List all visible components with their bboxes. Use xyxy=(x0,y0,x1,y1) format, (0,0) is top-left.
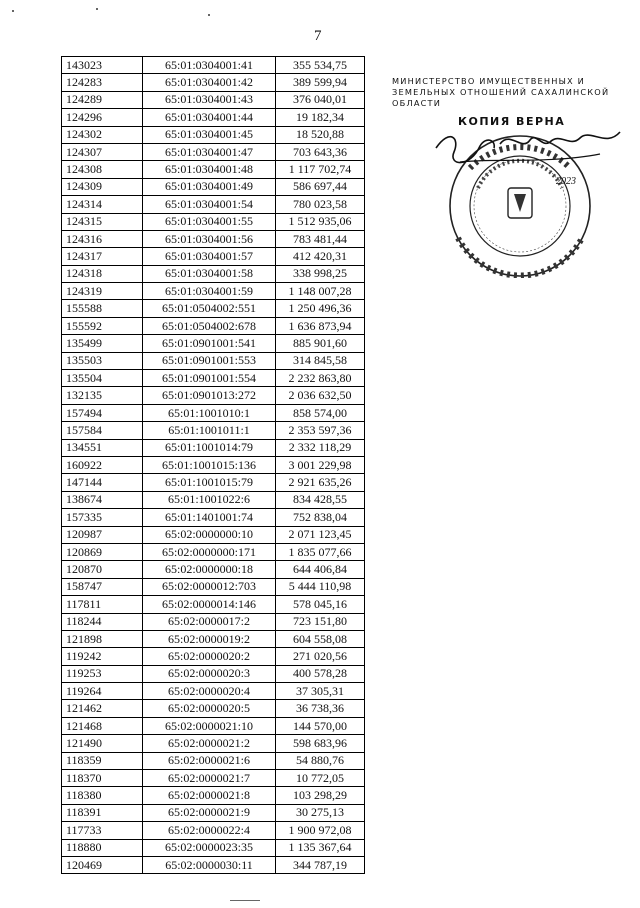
row-id-cell: 157494 xyxy=(62,404,143,421)
table-row xyxy=(62,143,365,160)
table-row xyxy=(62,613,365,630)
row-id-cell: 118370 xyxy=(62,770,143,787)
row-id-cell: 132135 xyxy=(62,387,143,404)
table-row xyxy=(62,665,365,682)
cadastral-number-cell: 65:02:0000020:3 xyxy=(143,665,276,682)
table-row xyxy=(62,474,365,491)
table-row xyxy=(62,352,365,369)
cadastral-value-cell: 376 040,01 xyxy=(276,91,365,108)
row-id-cell: 155588 xyxy=(62,300,143,317)
row-id-cell: 124309 xyxy=(62,178,143,195)
cadastral-number-cell: 65:01:0901001:541 xyxy=(143,335,276,352)
row-id-cell: 119242 xyxy=(62,648,143,665)
cadastral-value-cell: 10 772,05 xyxy=(276,770,365,787)
table-row xyxy=(62,700,365,717)
table-row xyxy=(62,717,365,734)
table-row xyxy=(62,74,365,91)
cadastral-value-cell: 37 305,31 xyxy=(276,683,365,700)
scan-speck xyxy=(208,14,210,16)
cadastral-value-cell: 30 275,13 xyxy=(276,804,365,821)
cadastral-value-cell: 103 298,29 xyxy=(276,787,365,804)
copy-true-label: КОПИЯ ВЕРНА xyxy=(458,115,566,128)
table-row xyxy=(62,283,365,300)
table-body xyxy=(62,57,365,874)
cadastral-number-cell: 65:02:0000012:703 xyxy=(143,578,276,595)
row-id-cell: 135504 xyxy=(62,370,143,387)
cadastral-value-cell: 2 353 597,36 xyxy=(276,422,365,439)
cadastral-number-cell: 65:01:1001015:136 xyxy=(143,456,276,473)
table-row xyxy=(62,91,365,108)
cadastral-value-cell: 1 835 077,66 xyxy=(276,543,365,560)
ministry-name-line-3: ОБЛАСТИ xyxy=(392,98,442,108)
cadastral-number-cell: 65:02:0000000:171 xyxy=(143,543,276,560)
cadastral-value-cell: 400 578,28 xyxy=(276,665,365,682)
row-id-cell: 120469 xyxy=(62,856,143,873)
cadastral-number-cell: 65:01:1001014:79 xyxy=(143,439,276,456)
table-row xyxy=(62,248,365,265)
scan-speck xyxy=(96,8,98,10)
cadastral-value-cell: 1 250 496,36 xyxy=(276,300,365,317)
cadastral-number-cell: 65:02:0000020:4 xyxy=(143,683,276,700)
table-row xyxy=(62,526,365,543)
cadastral-number-cell: 65:02:0000020:5 xyxy=(143,700,276,717)
table-row xyxy=(62,839,365,856)
scan-speck xyxy=(230,900,260,901)
row-id-cell: 118880 xyxy=(62,839,143,856)
cadastral-value-cell: 3 001 229,98 xyxy=(276,456,365,473)
row-id-cell: 117811 xyxy=(62,596,143,613)
cadastral-value-cell: 586 697,44 xyxy=(276,178,365,195)
table-row xyxy=(62,335,365,352)
cadastral-value-cell: 389 599,94 xyxy=(276,74,365,91)
cadastral-value-cell: 412 420,31 xyxy=(276,248,365,265)
cadastral-number-cell: 65:02:0000000:10 xyxy=(143,526,276,543)
row-id-cell: 118359 xyxy=(62,752,143,769)
table-row xyxy=(62,230,365,247)
table-row xyxy=(62,109,365,126)
ministry-name-line-1: МИНИСТЕРСТВО ИМУЩЕСТВЕННЫХ И xyxy=(392,76,585,86)
cadastral-value-cell: 5 444 110,98 xyxy=(276,578,365,595)
cadastral-number-cell: 65:01:1001015:79 xyxy=(143,474,276,491)
row-id-cell: 124307 xyxy=(62,143,143,160)
cadastral-value-cell: 18 520,88 xyxy=(276,126,365,143)
table-row xyxy=(62,561,365,578)
cadastral-number-cell: 65:01:0304001:48 xyxy=(143,161,276,178)
row-id-cell: 120987 xyxy=(62,526,143,543)
cadastral-value-cell: 1 135 367,64 xyxy=(276,839,365,856)
table-row xyxy=(62,439,365,456)
table-row xyxy=(62,491,365,508)
table-row xyxy=(62,596,365,613)
cadastral-value-cell: 1 512 935,06 xyxy=(276,213,365,230)
table-row xyxy=(62,648,365,665)
cadastral-number-cell: 65:02:0000021:7 xyxy=(143,770,276,787)
cadastral-value-cell: 2 036 632,50 xyxy=(276,387,365,404)
cadastral-number-cell: 65:01:0304001:47 xyxy=(143,143,276,160)
cadastral-number-cell: 65:01:0304001:42 xyxy=(143,74,276,91)
cadastral-number-cell: 65:01:0304001:44 xyxy=(143,109,276,126)
cadastral-value-cell: 271 020,56 xyxy=(276,648,365,665)
table-row xyxy=(62,456,365,473)
row-id-cell: 118391 xyxy=(62,804,143,821)
cadastral-value-cell: 338 998,25 xyxy=(276,265,365,282)
table-row xyxy=(62,578,365,595)
cadastral-value-cell: 578 045,16 xyxy=(276,596,365,613)
cadastral-number-cell: 65:02:0000021:2 xyxy=(143,735,276,752)
cadastral-number-cell: 65:02:0000014:146 xyxy=(143,596,276,613)
cadastral-value-cell: 355 534,75 xyxy=(276,57,365,74)
row-id-cell: 134551 xyxy=(62,439,143,456)
row-id-cell: 124318 xyxy=(62,265,143,282)
cadastral-number-cell: 65:01:1001011:1 xyxy=(143,422,276,439)
row-id-cell: 124296 xyxy=(62,109,143,126)
cadastral-number-cell: 65:02:0000021:6 xyxy=(143,752,276,769)
row-id-cell: 121490 xyxy=(62,735,143,752)
cadastral-number-cell: 65:02:0000021:8 xyxy=(143,787,276,804)
table-row xyxy=(62,422,365,439)
table-row xyxy=(62,370,365,387)
cadastral-value-cell: 752 838,04 xyxy=(276,509,365,526)
cadastral-number-cell: 65:01:0901001:554 xyxy=(143,370,276,387)
row-id-cell: 138674 xyxy=(62,491,143,508)
cadastral-number-cell: 65:01:0504002:551 xyxy=(143,300,276,317)
table-row xyxy=(62,300,365,317)
cadastral-value-cell: 2 332 118,29 xyxy=(276,439,365,456)
cadastral-number-cell: 65:02:0000022:4 xyxy=(143,822,276,839)
row-id-cell: 124289 xyxy=(62,91,143,108)
cadastral-number-cell: 65:02:0000019:2 xyxy=(143,630,276,647)
table-row xyxy=(62,387,365,404)
table-row xyxy=(62,161,365,178)
cadastral-value-cell: 144 570,00 xyxy=(276,717,365,734)
row-id-cell: 124314 xyxy=(62,196,143,213)
row-id-cell: 120869 xyxy=(62,543,143,560)
cadastral-number-cell: 65:01:0901001:553 xyxy=(143,352,276,369)
row-id-cell: 155592 xyxy=(62,317,143,334)
cadastral-number-cell: 65:01:0304001:41 xyxy=(143,57,276,74)
cadastral-number-cell: 65:01:1401001:74 xyxy=(143,509,276,526)
cadastral-number-cell: 65:02:0000023:35 xyxy=(143,839,276,856)
cadastral-number-cell: 65:02:0000021:9 xyxy=(143,804,276,821)
scan-speck xyxy=(12,10,14,12)
cadastral-value-cell: 885 901,60 xyxy=(276,335,365,352)
cadastral-value-cell: 344 787,19 xyxy=(276,856,365,873)
row-id-cell: 124315 xyxy=(62,213,143,230)
row-id-cell: 121462 xyxy=(62,700,143,717)
cadastral-number-cell: 65:01:0304001:56 xyxy=(143,230,276,247)
table-row xyxy=(62,196,365,213)
cadastral-value-cell: 604 558,08 xyxy=(276,630,365,647)
ministry-name-line-2: ЗЕМЕЛЬНЫХ ОТНОШЕНИЙ САХАЛИНСКОЙ xyxy=(392,87,610,97)
table-row xyxy=(62,752,365,769)
row-id-cell: 160922 xyxy=(62,456,143,473)
table-row xyxy=(62,787,365,804)
row-id-cell: 120870 xyxy=(62,561,143,578)
cadastral-number-cell: 65:01:0304001:57 xyxy=(143,248,276,265)
row-id-cell: 119253 xyxy=(62,665,143,682)
cadastral-value-cell: 644 406,84 xyxy=(276,561,365,578)
row-id-cell: 124317 xyxy=(62,248,143,265)
cadastral-number-cell: 65:01:0304001:59 xyxy=(143,283,276,300)
table-row xyxy=(62,630,365,647)
row-id-cell: 117733 xyxy=(62,822,143,839)
cadastral-number-cell: 65:01:1001010:1 xyxy=(143,404,276,421)
table-row xyxy=(62,735,365,752)
row-id-cell: 121468 xyxy=(62,717,143,734)
row-id-cell: 135503 xyxy=(62,352,143,369)
cadastral-number-cell: 65:01:0304001:58 xyxy=(143,265,276,282)
cadastral-number-cell: 65:01:0304001:55 xyxy=(143,213,276,230)
row-id-cell: 124302 xyxy=(62,126,143,143)
cadastral-number-cell: 65:01:0304001:54 xyxy=(143,196,276,213)
table-row xyxy=(62,126,365,143)
cadastral-number-cell: 65:01:0901013:272 xyxy=(143,387,276,404)
stamp-date: 2023 xyxy=(556,176,576,187)
cadastral-number-cell: 65:01:0304001:45 xyxy=(143,126,276,143)
row-id-cell: 118244 xyxy=(62,613,143,630)
row-id-cell: 119264 xyxy=(62,683,143,700)
cadastral-value-cell: 19 182,34 xyxy=(276,109,365,126)
cadastral-value-cell: 314 845,58 xyxy=(276,352,365,369)
cadastral-value-cell: 2 071 123,45 xyxy=(276,526,365,543)
cadastral-value-cell: 723 151,80 xyxy=(276,613,365,630)
row-id-cell: 118380 xyxy=(62,787,143,804)
cadastral-value-cell: 1 148 007,28 xyxy=(276,283,365,300)
table-row xyxy=(62,822,365,839)
table-row xyxy=(62,213,365,230)
table-row xyxy=(62,178,365,195)
row-id-cell: 135499 xyxy=(62,335,143,352)
cadastral-number-cell: 65:02:0000000:18 xyxy=(143,561,276,578)
table-row xyxy=(62,804,365,821)
row-id-cell: 143023 xyxy=(62,57,143,74)
table-row xyxy=(62,770,365,787)
cadastral-value-cell: 703 643,36 xyxy=(276,143,365,160)
cadastral-value-cell: 36 738,36 xyxy=(276,700,365,717)
cadastral-value-cell: 2 921 635,26 xyxy=(276,474,365,491)
cadastral-number-cell: 65:02:0000021:10 xyxy=(143,717,276,734)
row-id-cell: 124319 xyxy=(62,283,143,300)
cadastral-number-cell: 65:01:0304001:43 xyxy=(143,91,276,108)
table-row xyxy=(62,543,365,560)
cadastral-value-cell: 1 117 702,74 xyxy=(276,161,365,178)
row-id-cell: 147144 xyxy=(62,474,143,491)
row-id-cell: 121898 xyxy=(62,630,143,647)
cadastral-number-cell: 65:01:1001022:6 xyxy=(143,491,276,508)
row-id-cell: 157584 xyxy=(62,422,143,439)
cadastral-value-cell: 1 900 972,08 xyxy=(276,822,365,839)
table-row xyxy=(62,856,365,873)
row-id-cell: 157335 xyxy=(62,509,143,526)
table-row xyxy=(62,265,365,282)
cadastral-value-cell: 780 023,58 xyxy=(276,196,365,213)
cadastral-number-cell: 65:02:0000017:2 xyxy=(143,613,276,630)
table-row xyxy=(62,683,365,700)
table-row xyxy=(62,317,365,334)
table-row xyxy=(62,509,365,526)
cadastral-value-table xyxy=(61,56,365,874)
cadastral-value-cell: 54 880,76 xyxy=(276,752,365,769)
row-id-cell: 124308 xyxy=(62,161,143,178)
row-id-cell: 158747 xyxy=(62,578,143,595)
row-id-cell: 124283 xyxy=(62,74,143,91)
cadastral-value-cell: 2 232 863,80 xyxy=(276,370,365,387)
cadastral-value-cell: 1 636 873,94 xyxy=(276,317,365,334)
page-number: 7 xyxy=(314,28,322,44)
table-row xyxy=(62,57,365,74)
cadastral-value-cell: 783 481,44 xyxy=(276,230,365,247)
handwritten-signature-icon xyxy=(430,118,630,178)
cadastral-number-cell: 65:02:0000020:2 xyxy=(143,648,276,665)
cadastral-value-cell: 858 574,00 xyxy=(276,404,365,421)
cadastral-number-cell: 65:01:0504002:678 xyxy=(143,317,276,334)
cadastral-number-cell: 65:02:0000030:11 xyxy=(143,856,276,873)
row-id-cell: 124316 xyxy=(62,230,143,247)
table-row xyxy=(62,404,365,421)
cadastral-value-cell: 598 683,96 xyxy=(276,735,365,752)
cadastral-number-cell: 65:01:0304001:49 xyxy=(143,178,276,195)
cadastral-value-cell: 834 428,55 xyxy=(276,491,365,508)
